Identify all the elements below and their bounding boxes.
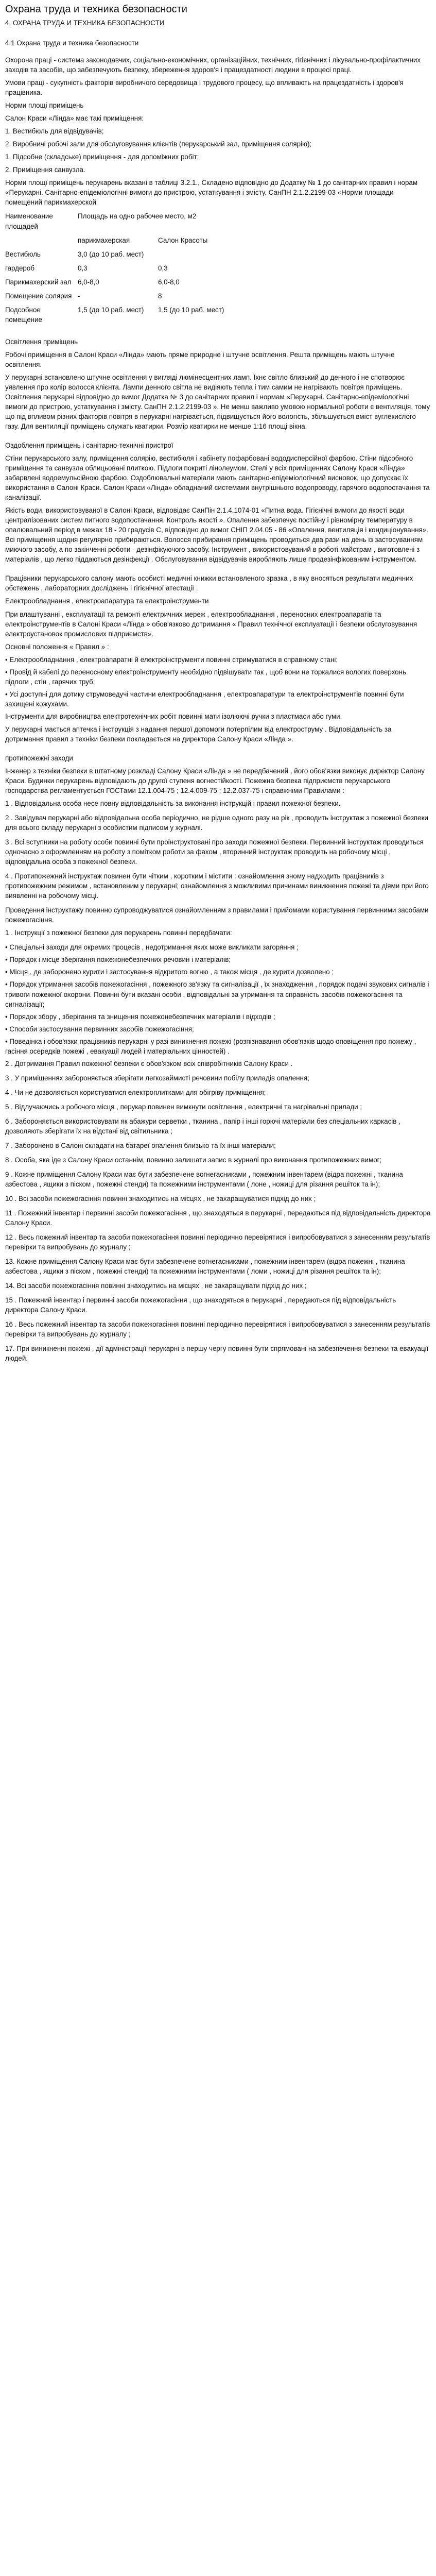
list-item: • Провід й кабелі до переносному електроінструменту необхідно підвішувати так , щоб вони не торкалися вологих поверхонь підлоги , стін , гарячих труб; [5, 668, 407, 686]
list-item: 1. Вестибюль для відвідувачів; [5, 127, 104, 135]
list-item: 12 . Весь пожежний інвентар та засоби пожежогасіння повинні періодично перевірятися і випробовуватися з занесенням результатів перевірки та випробувань до журналу ; [5, 1233, 430, 1251]
table-row [5, 248, 240, 262]
list-item: 3 . У приміщеннях забороняється зберігати легкозаймисті речовини побілу приладів опалення; [5, 1074, 309, 1082]
list-item: 5 . Відлучаючись з робочого місця , перукар повинен вимкнути освітлення , електричні та нагрівальні прилади ; [5, 1103, 362, 1111]
table-row [5, 262, 240, 276]
table-cell [5, 234, 78, 248]
list-item: • Поведінка і обов'язки працівників перукарні у разі виникнення пожежі (розпізнавання обов'язків щодо оповіщення про пожежу , гасіння осередків пожежі , евакуації людей і матеріальних цінностей) . [5, 1037, 416, 1055]
table-cell: Помещение солярия [5, 292, 72, 300]
list-item: 2. Приміщення санвузла. [5, 166, 85, 174]
page-title: Охрана труда и техника безопасности [5, 4, 187, 15]
list-item: • Електрообладнання , електроапаратні й електроінструменти повинні стримуватися в справному стані; [5, 655, 338, 664]
list-item: • Порядок утримання засобів пожежогасіння , пожежного зв'язку та сигналізації , їх знаходження , порядок подачі звукових сигналів і тривоги пожежної охорони. Повинні бути вказані особи , відповідальні за утримання та справність засобів пожежогасіння та сигналізації; [5, 980, 429, 1008]
table-cell: гардероб [5, 264, 35, 272]
list-item: 1. Підсобне (складське) приміщення - для допоміжних робіт; [5, 153, 199, 161]
sanitary-paragraph: Якість води, використовуваної в Салоні Краси, відповідає СанПін 2.1.4.1074-01 «Питна вода. Гігієнічні вимоги до якості води централізованих систем питного водопостачання. Контроль якості ». Опалення забезпечує постійну і рівномірну температуру в опалювальний період в межах 18 - 20 градусів С, відповідно до вимог СНІП 2.04.05 - 86 «Опалення, вентиляція і кондиціонування». Всі приміщення щодня регулярно прибираються. Волосся прибирання приміщень проводиться два рази на день із застосуванням миючого засобу, а по закінченні роботи - дезінфікуючого засобу. Інструмент , використовуваний в роботі майстрам , виготовлені з матеріалів , що легко піддаються дезінфекції . Обслуговування відвідувачів виробляють лише продезінфікованим інструментом. [5, 506, 428, 564]
lighting-paragraph: Робочі приміщення в Салоні Краси «Лінда» мають пряме природне і штучне освітлення. Решта приміщень мають штучне освітлення. [5, 350, 395, 368]
list-item: 2 . Дотримання Правил пожежної безпеки є обов'язком всіх співробітників Салону Краси . [5, 1059, 293, 1067]
electrical-heading: Електрообладнання , електроапаратура та електроінструменти [5, 597, 209, 605]
table-cell [158, 248, 240, 262]
list-item: 2 . Завідувач перукарні або відповідальна особа періодично, не рідше одного разу на рік , проводить інструктаж з пожежної безпеки для всього складу перукарні з особистим підписом у журналі. [5, 814, 428, 832]
list-item: • Спеціальні заходи для окремих процесів , недотримання яких може викликати загоряння ; [5, 943, 299, 952]
table-cell: Парикмахерский зал [5, 278, 72, 286]
sanitary-heading: Оздоблення приміщень і санітарно-технічні пристрої [5, 442, 173, 450]
list-item: 10 . Всі засоби пожежогасіння повинні знаходитись на місцях , не захаращуватися підхід до них ; [5, 1195, 316, 1202]
table-cell: 1,5 (до 10 раб. мест) [158, 306, 224, 314]
table-header-row [5, 210, 240, 234]
rules-heading: Основні положення « Правил » : [5, 642, 109, 651]
programme-heading: 1 . Інструкції з пожежної безпеки для перукарень повинні передбачати: [5, 929, 232, 937]
table-header-cell: Наименование площадей [5, 212, 53, 230]
list-item: 9 . Кожне приміщення Салону Краси має бути забезпечене вогнегасниками , пожежним інвентарем (відра пожежні , тканина азбестова , ящики з піском , пожежні стенди) та пожежними інструментами ( лоне , ножиці для різання решіток та ін); [5, 1170, 403, 1188]
rooms-intro: Салон Краси «Лінда» має такі приміщення: [5, 114, 144, 123]
table-row [5, 276, 240, 290]
intro-paragraph: Умови праці - сукупність факторів виробничого середовища і трудового процесу, що впливають на працездатність і здоров'я працівника. [5, 79, 404, 97]
list-item: • Усі доступні для дотику струмоведучі частини електрообладнання , електроапаратури та електроінструментів повинні бути захищені кожухами. [5, 690, 404, 708]
norms-paragraph: Норми площі приміщень перукарень вказані в таблиці 3.2.1., Складено відповідно до Додатку № 1 до санітарних правил і норам «Перукарні. Санітарно-епідеміологічні вимоги до пристрою, устаткування і змісту. СанПН 2.1.2.2199-03 «Норми площади помещений парикмахерской [5, 179, 418, 207]
table-cell: 0,3 [78, 264, 88, 272]
table-cell: 8 [158, 292, 162, 300]
list-item: 16 . Весь пожежний інвентар та засоби пожежогасіння повинні періодично перевірятися і випробовуватися з занесенням результатів перевірки та випробувань до журналу ; [5, 1320, 430, 1338]
electrical-paragraph: При влаштуванні , експлуатації та ремонті електричних мереж , електрообладнання , переносних електроапаратів та електроінструментів в Салоні Краси «Лінда » обов'язково дотримання « Правил технічної експлуатації і безпеки обслуговування електроустановок промислових підприємств». [5, 610, 417, 638]
list-item: 8 . Особа, яка іде з Салону Краси останнім, повинно залишати запис в журналі про виконання протипожежних вимог; [5, 1156, 382, 1164]
table-row [5, 290, 240, 304]
list-item: 15 . Пожежний інвентар і первинні засоби пожежогасіння , що знаходяться в перукарні , передаються під відповідальність директора Салону Краси. [5, 1296, 396, 1314]
fire-paragraph: Інженер з техніки безпеки в штатному розкладі Салону Краси «Лінда » не передбачений , його обов'язки виконує директор Салону Краси. Будинки перукарень відповідають до другої ступеня вогнестійкості. Пожежна безпека підприємств перукарського господарства регламентується ГОСТами 12.1.004-75 ; 12.4.009-75 ; 12.2.037-75 і справжніми Правилами : [5, 767, 425, 794]
intro-block [5, 55, 431, 97]
table-subheader-row [5, 234, 240, 248]
list-item: • Місця , де заборонено курити і застосування відкритого вогню , а також місця , де курити дозволено ; [5, 968, 334, 976]
list-item: 3 . Всі вступники на роботу особи повинні бути проінструктовані про заходи пожежної безпеки. Первинний інструктаж проводиться одночасно з оформленням на роботу з помітком роботи за фахом , вторинний інструктаж проводить на робочому місці , відповідальна особа з пожежної безпеки. [5, 838, 424, 866]
table-header-cell: Площадь на одно рабочее место, м2 [78, 212, 197, 221]
lighting-heading: Освітлення приміщень [5, 337, 78, 346]
table-cell: Подсобное помещение [5, 306, 42, 324]
list-item: 11 . Пожежний інвентар і первинні засоби пожежогасіння , що знаходяться в перукарні , передаються під відповідальність директора Салону Краси. [5, 1209, 431, 1227]
intro-paragraph: Охорона праці - система законодавчих, соціально-економічних, організаційних, технічних, гігієнічних і лікувально-профілактичних заходів та засобів, що забезпечують безпеку, збереження здоров'я і працездатності людини в процесі праці. [5, 56, 421, 74]
numbered-rules [5, 799, 431, 901]
list-item: • Порядок збору , зберігання та знищення пожежонебезпечних матеріалів і відходів ; [5, 1012, 275, 1021]
list-item: 13. Кожне приміщення Салону Краси має бути забезпечене вогнегасниками , пожежним інвентарем (відра пожежні , тканина азбестова , ящики з піском , пожежні стенди) та пожежними інструментами ( ломи , ножиці для різання решіток та ін); [5, 1258, 405, 1276]
list-item: 4 . Чи не дозволяється користуватися електроплитками для обігріву приміщення; [5, 1088, 266, 1096]
section-heading: 4. ОХРАНА ТРУДА И ТЕХНИКА БЕЗОПАСНОСТИ [5, 19, 165, 27]
table-cell: парикмахерская [78, 236, 130, 244]
table-cell: Салон Красоты [158, 236, 208, 244]
norms-heading: Норми площі приміщень [5, 101, 84, 110]
personnel-paragraph: Працівники перукарського салону мають особисті медичні книжки встановленого зразка , в яку вносяться результати медичних обстежень , лабораторних досліджень і гігієнічної атестації . [5, 574, 413, 592]
subsection-heading: 4.1 Охрана труда и техника безопасности [5, 39, 139, 47]
list-item: 14. Всі засоби пожежогасіння повинні знаходитись на місцях , не захаращувати підхід до них ; [5, 1282, 307, 1290]
numbered-rules-2 [5, 1059, 431, 1364]
equipment-paragraph: Інструменти для виробництва електротехнічних робіт повинні мати ізолюючі ручки з пластмаси або гуми. [5, 712, 342, 720]
list-item: • Порядок і місце зберігання пожежонебезпечних речовин і матеріалів; [5, 956, 231, 964]
table-cell: 6,0-8,0 [158, 278, 180, 286]
area-norms-table [5, 210, 240, 327]
lighting-paragraph: У перукарні встановлено штучне освітлення у вигляді люмінесцентних ламп. Їхнє світло близький до денного і не спотворює уявлення про колір волосся клієнта. Лампи денного світла не видіяють тепла і тим самим не нагрівають повітря приміщень. Освітлення перукарні відповідно до вимог Додатка № 3 до санітарних правил і нормам «Перукарні. Санітарно-епідеміологічні вимоги до пристрою, устаткування і змісту. СанПН 2.1.2.2199-03 ». Не менш важливо умовою нормальної роботи є вентиляція, тому що під впливом різних факторів повітря в перукарні нагрівається, підвищується його вологість, збільшується вміст вуглекислого газу. Для вентиляції приміщень служать кватирки. Розмір кватирки не менше 1:16 площі вікна. [5, 373, 430, 430]
equipment-paragraph: У перукарні мається аптечка і інструкція з надання першої допомоги потерпілим від електроструму . Відповідальність за дотримання правил з техніки безпеки покладається на директора Салону Краси «Лінда ». [5, 725, 392, 743]
list-item: 7 . Заборонено в Салоні складати на батареї опалення близько та їх інші матеріали; [5, 1141, 276, 1149]
table-row [5, 304, 240, 328]
list-item: 1 . Відповідальна особа несе повну відповідальність за виконання інструкцій і правил пожежної безпеки. [5, 800, 341, 807]
programme-list [5, 942, 431, 1056]
programme-intro: Проведення інструктажу повинно супроводжуватися ознайомленням з правилами і прийомами користування первинними засобами пожежогасіння. [5, 906, 429, 924]
list-item: 17. При виникненні пожежі , дії адміністрації перукарні в першу чергу повинні бути спрямовані на забезпечення безпеки та евакуації людей. [5, 1345, 429, 1363]
list-item: 4 . Протипожежний інструктаж повинен бути чітким , коротким і містити : ознайомлення зному надходить працівників з протипожежним режимом , встановленим у перукарні; ознайомлення з можливими причинами виникнення пожежі та діями при його виявленні на робочому місці. [5, 872, 429, 900]
sanitary-paragraph: Стіни перукарського залу, приміщення солярію, вестибюля і кабінету пофарбовані вододисперсійної фарбою. Стіни підсобного приміщення та санвузла облицьовані плиткою. Підлоги покриті лінолеумом. Стелі у всіх приміщеннях Салону Краси «Лінда» забарвлені водоемульсійною фарбою. Оздоблювальні матеріали мають санітарно-епідеміологічний висновок, що допускає їх використання в Салоні Краси. Салон Краси «Лінда» обладнаний системами внутрішнього водопроводу, гарячого водопостачання та каналізації. [5, 454, 430, 502]
fire-heading: протипожежні заходи [5, 754, 73, 762]
table-cell: 6,0-8,0 [78, 278, 99, 286]
list-item: 2. Виробничі робочі зали для обслуговування клієнтів (перукарський зал, приміщення солярію); [5, 140, 312, 148]
rules-list [5, 655, 431, 709]
rooms-list [5, 126, 431, 175]
table-cell: 0,3 [158, 264, 168, 272]
table-cell: 1,5 (до 10 раб. мест) [78, 306, 144, 314]
table-cell: Вестибюль [5, 250, 41, 258]
list-item: • Способи застосування первинних засобів пожежогасіння; [5, 1025, 194, 1033]
table-cell: - [78, 292, 80, 300]
list-item: 6 . Забороняється використовувати як абажури серветки , тканина , папір і інші горючі матеріали без спеціальних каркасів , дозволяють зберігати їх на відстані від світильника ; [5, 1117, 400, 1135]
table-cell: 3,0 (до 10 раб. мест) [78, 250, 144, 258]
